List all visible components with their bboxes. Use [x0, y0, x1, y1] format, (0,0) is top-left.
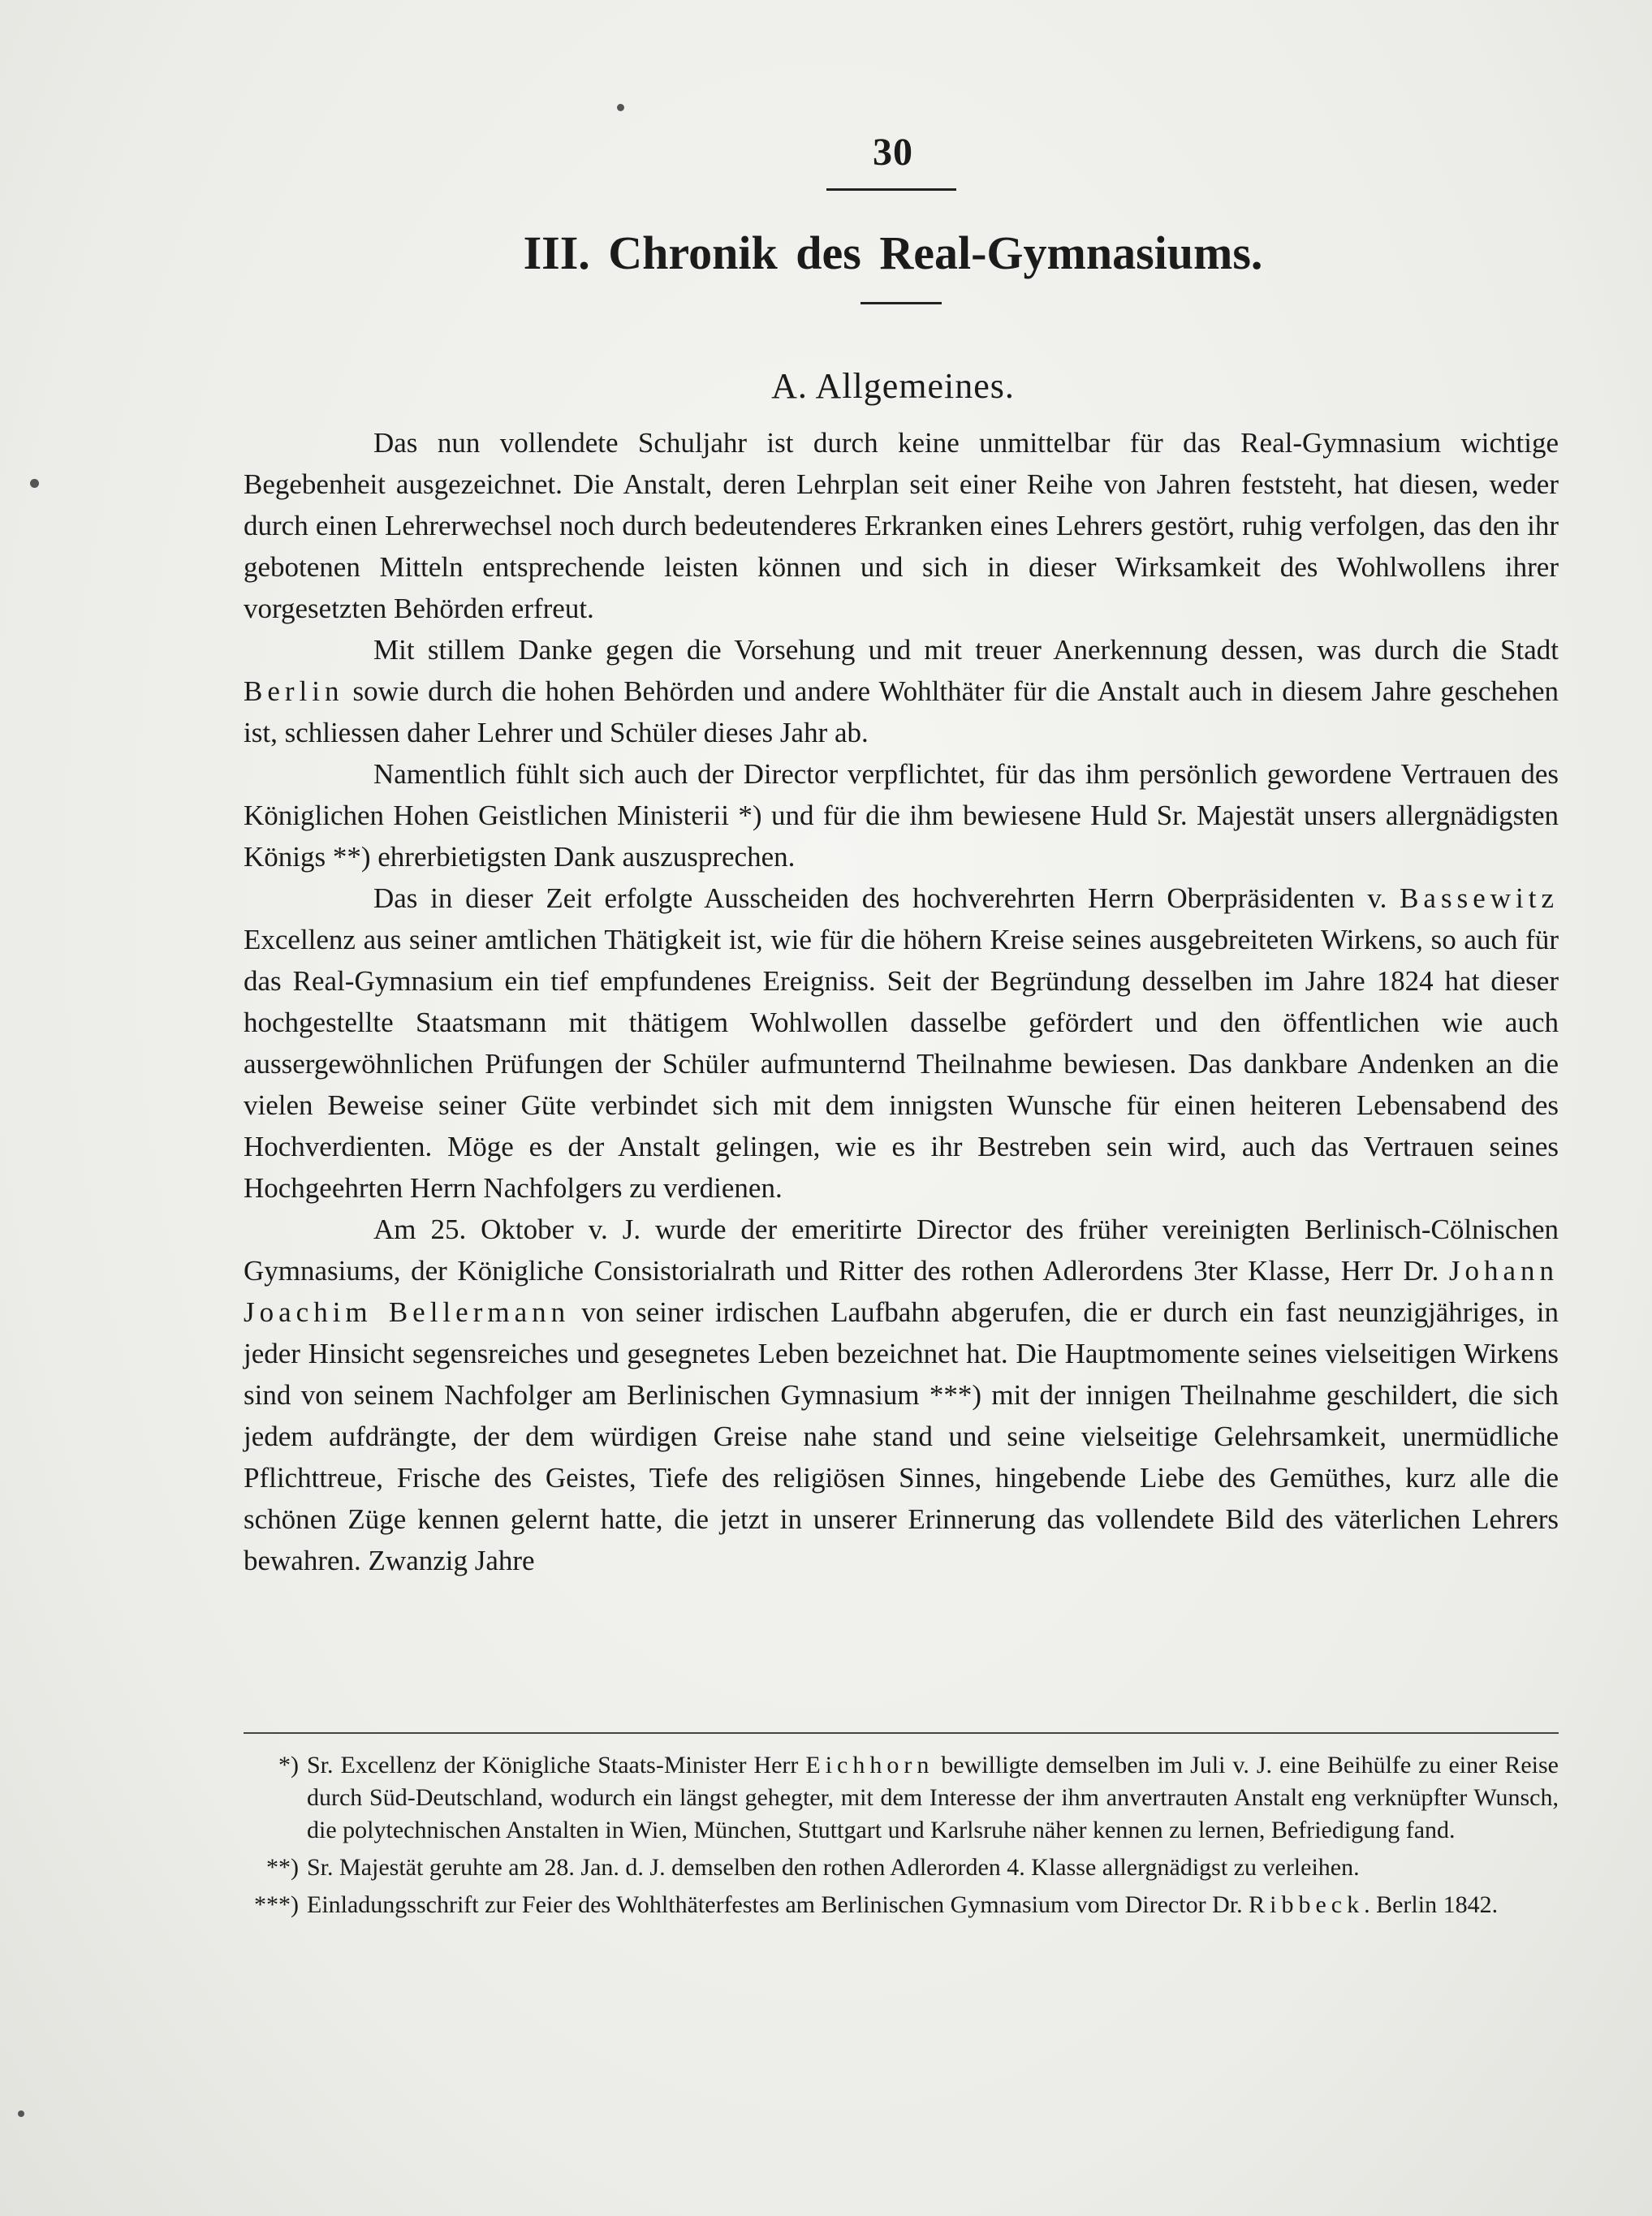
footnote-text-part: bewilligte demselben im Juli v. J. eine Beihülfe zu einer Reise durch Süd-Deutschland, wodurch ein längst gehegter, mit dem Interesse der ihm anvertrauten Anstalt eng verknüpfter Wunsch, die polytechnischen Anstalten in Wien, München, Stuttgart und Karlsruhe näher kennen zu lernen, Befriedigung fand. — [307, 1752, 1559, 1843]
spaced-name: Berlin — [244, 675, 344, 707]
paper-speck — [30, 479, 39, 488]
paragraph-text: Excellenz aus seiner amtlichen Thätigkeit ist, wie für die höhern Kreise seines ausgebreiteten Wirkens, so auch für das Real-Gymnasium ein tief empfundenes Ereigniss. Seit der Begründung desselben im Jahre 1824 hat dieser hochgestellte Staatsmann mit thätigem Wohlwollen dasselbe gefördert und den öffentlichen wie auch aussergewöhnlichen Prüfungen der Schüler aufmunternd Theilnahme bewiesen. Das dankbare Andenken an die vielen Beweise seiner Güte verbindet sich mit dem innigsten Wunsche für einen heiteren Lebensabend des Hochverdienten. Möge es der Anstalt gelingen, wie es ihr Bestreben sein wird, auch das Vertrauen seines Hochgeehrten Herrn Nachfolgers zu verdienen. — [244, 924, 1559, 1204]
paragraph — [244, 877, 1559, 1209]
paper-speck — [18, 2110, 24, 2117]
paragraph-text: Mit stillem Danke gegen die Vorsehung und mit treuer Anerkennung dessen, was durch die Stadt — [373, 634, 1559, 666]
footnote-text-part: . Berlin 1842. — [1364, 1891, 1499, 1918]
footnote-text-part: Einladungsschrift zur Feier des Wohlthäterfestes am Berlinischen Gymnasium vom Director Dr. — [307, 1891, 1249, 1918]
paragraph-text: sowie durch die hohen Behörden und andere Wohlthäter für die Anstalt auch in diesem Jahre geschehen ist, schliessen daher Lehrer und Schüler dieses Jahr ab. — [244, 675, 1559, 748]
spaced-name: Bassewitz — [1400, 882, 1559, 914]
spaced-name: Eichhorn — [805, 1752, 934, 1778]
spaced-name: Johann Joachim Bellermann — [244, 1255, 1559, 1328]
chapter-rule — [861, 302, 942, 304]
paragraph: Namentlich fühlt sich auch der Director verpflichtet, für das ihm persönlich gewordene Vertrauen des Königlichen Hohen Geistlichen Ministerii *) und für die ihm bewiesene Huld Sr. Majestät unsers allergnädigsten Königs **) ehrerbietigsten Dank auszusprechen. — [244, 758, 1559, 873]
spaced-name: Ribbeck — [1249, 1891, 1365, 1918]
paper-speck — [617, 104, 624, 111]
footnote — [244, 1852, 1559, 1884]
footnote-marker: *) — [278, 1752, 299, 1778]
footnote-text — [307, 1889, 1559, 1921]
page-number: 30 — [873, 131, 913, 174]
paragraph — [244, 629, 1559, 753]
footnote — [244, 1749, 1559, 1847]
paragraph — [244, 1209, 1559, 1581]
chapter-title: III. Chronik des Real-Gymnasiums. — [523, 226, 1263, 279]
footnote-rule — [244, 1732, 1559, 1734]
paragraph-text: Am 25. Oktober v. J. wurde der emeritirte Director des früher vereinigten Berlinisch-Cölnischen Gymnasiums, der Königliche Consistorialrath und Ritter des rothen Adlerordens 3ter Klasse, Herr Dr. — [244, 1214, 1559, 1287]
footnotes — [244, 1749, 1559, 1926]
footnote-text — [307, 1749, 1559, 1847]
footnote-text-part: Sr. Excellenz der Königliche Staats-Minister Herr — [307, 1752, 806, 1778]
footnote — [244, 1889, 1559, 1921]
section-title: A. Allgemeines. — [771, 366, 1015, 406]
page-number-rule — [826, 188, 956, 191]
paragraph-text: Das in dieser Zeit erfolgte Ausscheiden des hochverehrten Herrn Oberpräsidenten v. — [373, 882, 1400, 914]
footnote-text-part: Sr. Majestät geruhte am 28. Jan. d. J. demselben den rothen Adlerorden 4. Klasse allergnädigst zu verleihen. — [307, 1854, 1360, 1881]
footnote-marker: ***) — [254, 1891, 299, 1918]
body-text — [244, 422, 1559, 1581]
paragraph-text: von seiner irdischen Laufbahn abgerufen, die er durch ein fast neunzigjähriges, in jeder Hinsicht segensreiches und gesegnetes Leben bezeichnet hat. Die Hauptmomente seines vielseitigen Wirkens sind von seinem Nachfolger am Berlinischen Gymnasium ***) mit der innigen Theilnahme geschildert, die sich jedem aufdrängte, der dem würdigen Greise nahe stand und seine vielseitige Gelehrsamkeit, unermüdliche Pflichttreue, Frische des Geistes, Tiefe des religiösen Sinnes, hingebende Liebe des Gemüthes, kurz alle die schönen Züge kennen gelernt hatte, die jetzt in unserer Erinnerung das vollendete Bild des väterlichen Lehrers bewahren. Zwanzig Jahre — [244, 1296, 1559, 1576]
footnote-marker: **) — [266, 1854, 299, 1881]
paragraph: Das nun vollendete Schuljahr ist durch keine unmittelbar für das Real-Gymnasium wichtige Begebenheit ausgezeichnet. Die Anstalt, deren Lehrplan seit einer Reihe von Jahren feststeht, hat diesen, weder durch einen Lehrerwechsel noch durch bedeutenderes Erkranken eines Lehrers gestört, ruhig verfolgen, das den ihr gebotenen Mitteln entsprechende leisten können und sich in dieser Wirksamkeit des Wohlwollens ihrer vorgesetzten Behörden erfreut. — [244, 427, 1559, 624]
footnote-text — [307, 1852, 1559, 1884]
